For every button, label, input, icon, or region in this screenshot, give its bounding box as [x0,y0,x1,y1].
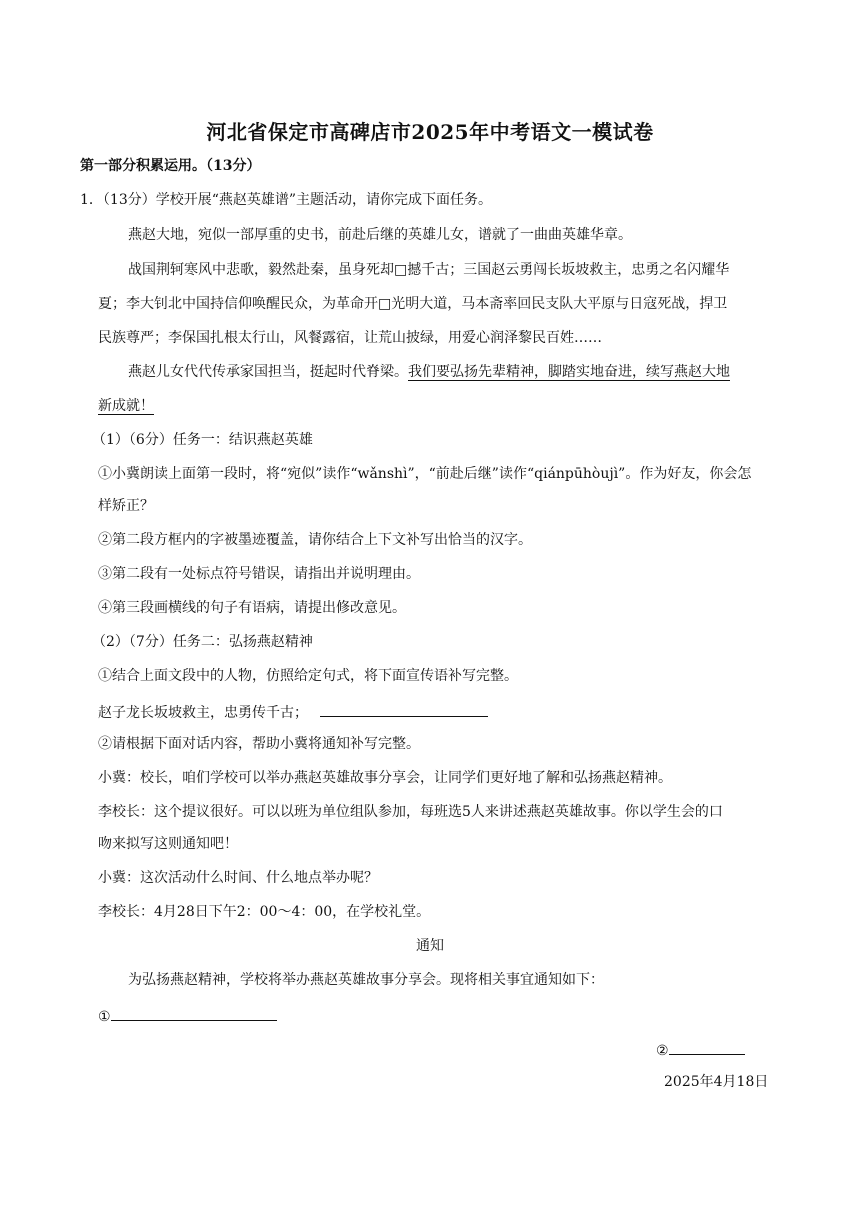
passage-paragraph-3-text: 燕赵儿女代代传承家国担当，挺起时代脊梁。 [128,364,408,380]
task-1-item-1-line-1: ①小冀朗读上面第一段时，将“宛似”读作“wǎnshì”，“前赴后继”读作“qiánpūhòujì”。作为好友，你会怎 [98,466,752,482]
blank-2-marker: ② [656,1043,669,1059]
task-2-item-1: ①结合上面文段中的人物，仿照给定句式，将下面宣传语补写完整。 [98,668,518,684]
dialogue-line-2b: 吻来拟写这则通知吧！ [98,836,238,852]
task-1-item-2: ②第二段方框内的字被墨迹覆盖，请你结合上下文补写出恰当的汉字。 [98,532,532,548]
slogan-example: 赵子龙长坂坡救主，忠勇传千古； [98,705,308,721]
page-title: 河北省保定市高碑店市2025年中考语文一模试卷 [206,120,654,144]
notice-body: 为弘扬燕赵精神，学校将举办燕赵英雄故事分享会。现将相关事宜通知如下： [128,972,604,988]
task-1-item-1-line-2: 样矫正？ [98,498,154,514]
section-heading: 第一部分积累运用。（13分） [80,158,261,174]
passage-paragraph-3-line-1 [128,362,730,382]
notice-blank-2 [656,1038,745,1061]
notice-date: 2025年4月18日 [664,1074,769,1090]
notice-heading: 通知 [416,938,444,954]
task-1-header: （1）（6分）任务一：结识燕赵英雄 [92,432,313,448]
dialogue-line-1: 小冀：校长，咱们学校可以举办燕赵英雄故事分享会，让同学们更好地了解和弘扬燕赵精神。 [98,770,672,786]
passage-paragraph-2-line-1: 战国荆轲寒风中悲歌，毅然赴秦，虽身死却□撼千古；三国赵云勇闯长坂坡救主，忠勇之名闪耀华 [128,262,730,278]
task-1-item-3: ③第二段有一处标点符号错误，请指出并说明理由。 [98,566,420,582]
slogan-line [98,700,488,723]
underlined-sentence-part-2: 新成就！ [98,398,154,414]
passage-paragraph-1: 燕赵大地，宛似一部厚重的史书，前赴后继的英雄儿女，谱就了一曲曲英雄华章。 [128,227,632,243]
question-1-stem: 1．（13分）学校开展“燕赵英雄谱”主题活动，请你完成下面任务。 [80,192,493,208]
notice-answer-blank-1[interactable] [111,1004,277,1021]
blank-1-marker: ① [98,1009,111,1025]
dialogue-line-2a: 李校长：这个提议很好。可以以班为单位组队参加，每班选5人来讲述燕赵英雄故事。你以学生会的口 [98,804,723,820]
task-2-item-2: ②请根据下面对话内容，帮助小冀将通知补写完整。 [98,736,420,752]
task-1-item-4: ④第三段画横线的句子有语病，请提出修改意见。 [98,600,406,616]
dialogue-line-4: 李校长：4月28日下午2：00～4：00，在学校礼堂。 [98,904,431,920]
notice-blank-1 [98,1004,277,1027]
passage-paragraph-2-line-3: 民族尊严；李保国扎根太行山，风餐露宿，让荒山披绿，用爱心润泽黎民百姓…… [98,330,602,346]
dialogue-line-3: 小冀：这次活动什么时间、什么地点举办呢？ [98,870,378,886]
passage-paragraph-3-line-2 [98,396,154,416]
underlined-sentence-part-1: 我们要弘扬先辈精神，脚踏实地奋进，续写燕赵大地 [408,364,730,380]
slogan-answer-blank[interactable] [320,700,488,717]
task-2-header: （2）（7分）任务二：弘扬燕赵精神 [92,634,313,650]
notice-answer-blank-2[interactable] [669,1038,745,1055]
passage-paragraph-2-line-2: 夏；李大钊北中国持信仰唤醒民众，为革命开□光明大道，马本斋率回民支队大平原与日寇死战，捍卫 [98,296,728,312]
